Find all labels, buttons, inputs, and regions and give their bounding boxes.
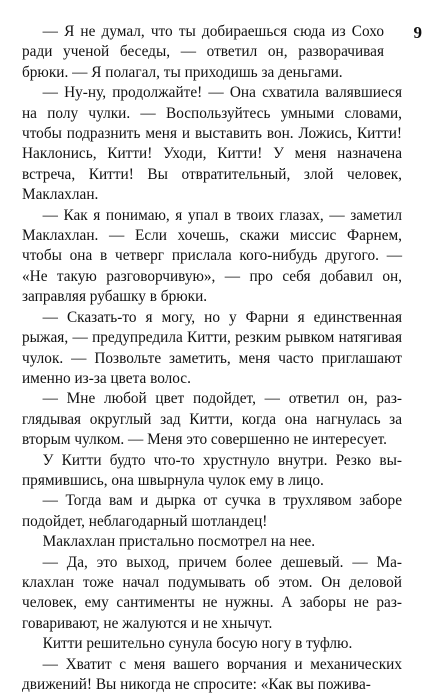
paragraph: — Тогда вам и дырка от сучка в трухлявом заборе подойдет, неблагодарный шотландец! [22,492,402,530]
paragraph: — Я не думал, что ты добираешься сюда из Сохо ради ученой беседы, — ответил он, разворачивая брюки. — Я полагал, ты приходишь за деньгами. [22,23,384,81]
paragraph: — Ну-ну, продолжайте! — Она схватила валявшиеся на полу чулки. — Воспользуйтесь умными словами, чтобы подразнить меня и выставить вон. Ложись, Китти! Наклонись, Китти! Уходи, Китти! У меня назначена встреча, Китти! Вы отвратительный, злой человек, Маклахлан. [22,84,402,204]
page-number: 9 [413,23,422,42]
book-page [22,10,426,693]
paragraph: — Мне любой цвет подойдет, — ответил он, разглядывая округлый зад Китти, когда она нагнулась за вторым чулком. — Меня это совершенно не интересует. [22,390,402,449]
paragraph: У Китти будто что-то хрустнуло внутри. Резко выпрямившись, она швырнула чулок ему в лицо. [22,451,402,489]
paragraph: Китти решительно сунула босую ногу в туфлю. [42,635,353,653]
paragraph: — Да, это выход, причем более дешевый. — Маклахлан тоже начал подумывать об этом. Он деловой человек, ему сантименты не нужны. А заборы не разговаривают, не жалуются и не хнычут. [22,553,402,632]
paragraph: — Сказать-то я могу, но у Фарни я единственная рыжая, — предупредила Китти, резким рывком натягивая чулок. — Позвольте заметить, меня часто приглашают именно из-за цвета волос. [22,308,402,387]
paragraph: Маклахлан пристально посмотрел на нее. [42,533,316,551]
page-text [22,22,402,695]
paragraph: — Хватит с меня вашего ворчания и механических движений! Вы никогда не спросите: «Как вы пожива- [22,655,402,693]
paragraph: — Как я понимаю, я упал в твоих глазах, — заметил Маклахлан. — Если хочешь, скажи миссис Фарнем, чтобы она в четверг прислала кого-нибудь другого. — «Не такую разговорчивую», — про себя добавил он, заправляя рубашку в брюки. [22,206,402,306]
